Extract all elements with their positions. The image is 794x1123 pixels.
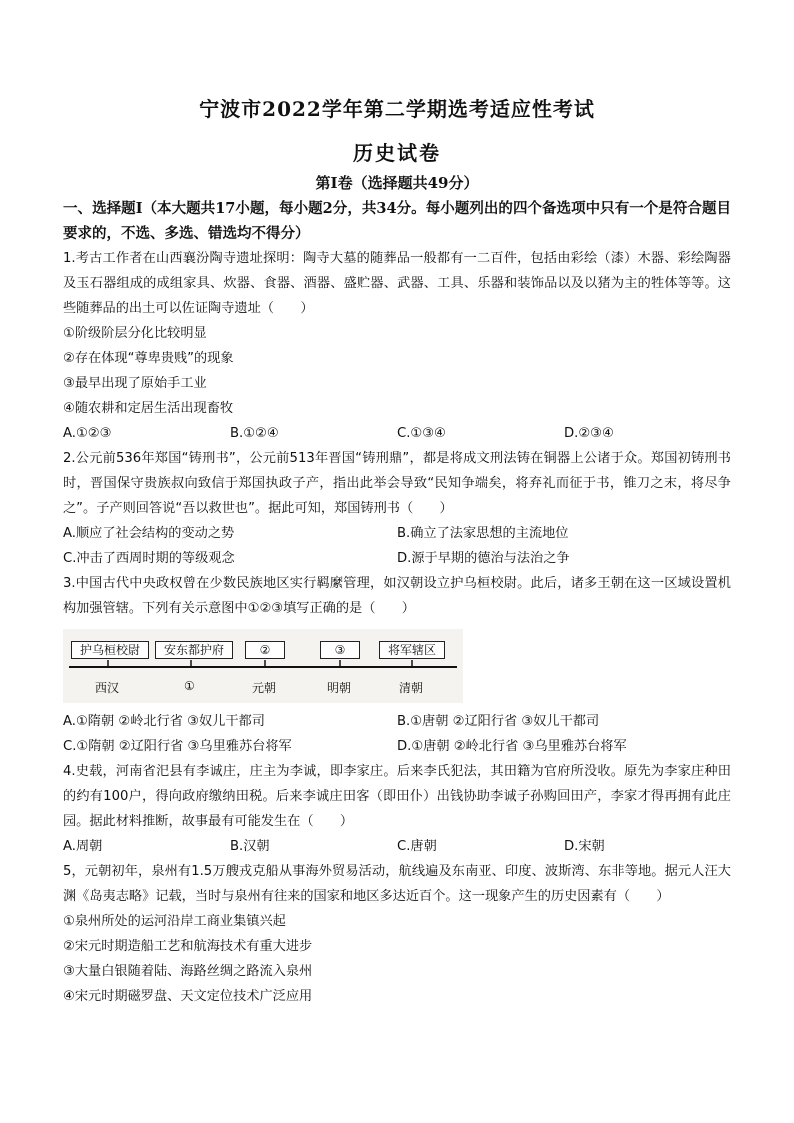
exam-content [63,196,731,1009]
question-5-item: ④宋元时期磁罗盘、天文定位技术广泛应用 [63,989,313,1004]
option-a: A.①②③ [63,426,112,441]
option-a: A.周朝 [63,839,103,854]
timeline-diagram [63,629,463,703]
timeline-era: 西汉 [95,681,120,695]
option-d: D.①唐朝 ②岭北行省 ③乌里雅苏台将军 [397,739,627,754]
question-1-item: ①阶级阶层分化比较明显 [63,326,207,341]
option-d: D.②③④ [564,426,614,441]
timeline-box: ② [245,641,285,659]
question-3-options [63,734,731,759]
question-3-options [63,709,731,734]
question-1-item: ④随农耕和定居生活出现畜牧 [63,401,234,416]
option-b: B.确立了法家思想的主流地位 [397,526,569,541]
option-b: B.①②④ [230,426,279,441]
option-c: C.唐朝 [397,839,437,854]
exam-title: 宁波市2022学年第二学期选考适应性考试 [199,97,595,121]
question-1-item: ③最早出现了原始手工业 [63,376,207,391]
question-3-stem: 3.中国古代中央政权曾在少数民族地区实行羁縻管理，如汉朝设立护乌桓校尉。此后，诸多王朝在这一区域设置机构加强管辖。下列有关示意图中①②③填写正确的是（ ） [63,576,731,616]
timeline-era: 清朝 [399,681,424,695]
question-2-options [63,546,731,571]
section-heading: 一、选择题Ⅰ（本大题共17小题，每小题2分，共34分。每小题列出的四个备选项中只有一个是符合题目要求的，不选、多选、错选均不得分） [63,200,731,242]
question-4-options [63,834,731,859]
question-5-item: ①泉州所处的运河沿岸工商业集镇兴起 [63,914,286,929]
question-1-options [63,421,731,446]
question-5-item: ③大量白银随着陆、海路丝绸之路流入泉州 [63,964,313,979]
timeline-box: 护乌桓校尉 [71,641,149,659]
part-heading: 第Ⅰ卷（选择题共49分） [315,174,479,192]
timeline-era: 元朝 [252,681,277,695]
question-4-stem: 4.史载，河南省汜县有李诚庄，庄主为李诚，即李家庄。后来李氏犯法，其田籍为官府所没收。原先为李家庄种田的约有100户，得向政府缴纳田税。后来李诚庄田客（即田仆）出钱协助李诚子孙购回田产，李家才得再拥有此庄园。据此材料推断，故事最有可能发生在（ ） [63,764,731,829]
question-1-item: ②存在体现“尊卑贵贱”的现象 [63,351,234,366]
question-2-stem: 2.公元前536年郑国“铸刑书”，公元前513年晋国“铸刑鼎”，都是将成文刑法铸在铜器上公诸于众。郑国初铸刑书时，晋国保守贵族叔向致信于郑国执政子产，指出此举会导致“民知争端矣，将弃礼而征于书，锥刀之末，将尽争之”。子产则回答说“吾以救世也”。据此可知，郑国铸刑书（ ） [63,451,731,516]
option-c: C.①③④ [397,426,446,441]
timeline-box: 将军辖区 [379,641,445,659]
question-1-stem: 1.考古工作者在山西襄汾陶寺遗址探明：陶寺大墓的随葬品一般都有一二百件，包括由彩绘（漆）木器、彩绘陶器及玉石器组成的成组家具、炊器、食器、酒器、盛贮器、武器、工具、乐器和装饰品以及以猪为主的牲体等等。这些随葬品的出土可以佐证陶寺遗址（ ） [63,251,731,316]
timeline-box: 安东都护府 [155,641,233,659]
question-5-item: ②宋元时期造船工艺和航海技术有重大进步 [63,939,313,954]
timeline-box: ③ [320,641,360,659]
option-c: C.①隋朝 ②辽阳行省 ③乌里雅苏台将军 [63,739,292,754]
timeline-era: 明朝 [327,681,352,695]
option-b: B.①唐朝 ②辽阳行省 ③奴儿干都司 [397,714,600,729]
option-c: C.冲击了西周时期的等级观念 [63,551,235,566]
exam-subtitle: 历史试卷 [353,141,441,165]
option-d: D.宋朝 [564,839,605,854]
option-a: A.顺应了社会结构的变动之势 [63,526,235,541]
question-5-stem: 5，元朝初年，泉州有1.5万艘戎克船从事海外贸易活动，航线遍及东南亚、印度、波斯湾、东非等地。据元人汪大渊《岛夷志略》记载，当时与泉州有往来的国家和地区多达近百个。这一现象产生的历史因素有（ ） [63,864,731,904]
option-a: A.①隋朝 ②岭北行省 ③奴儿干都司 [63,714,265,729]
option-b: B.汉朝 [230,839,270,854]
option-d: D.源于早期的德治与法治之争 [397,551,570,566]
question-2-options [63,521,731,546]
timeline-era: ① [184,679,195,693]
